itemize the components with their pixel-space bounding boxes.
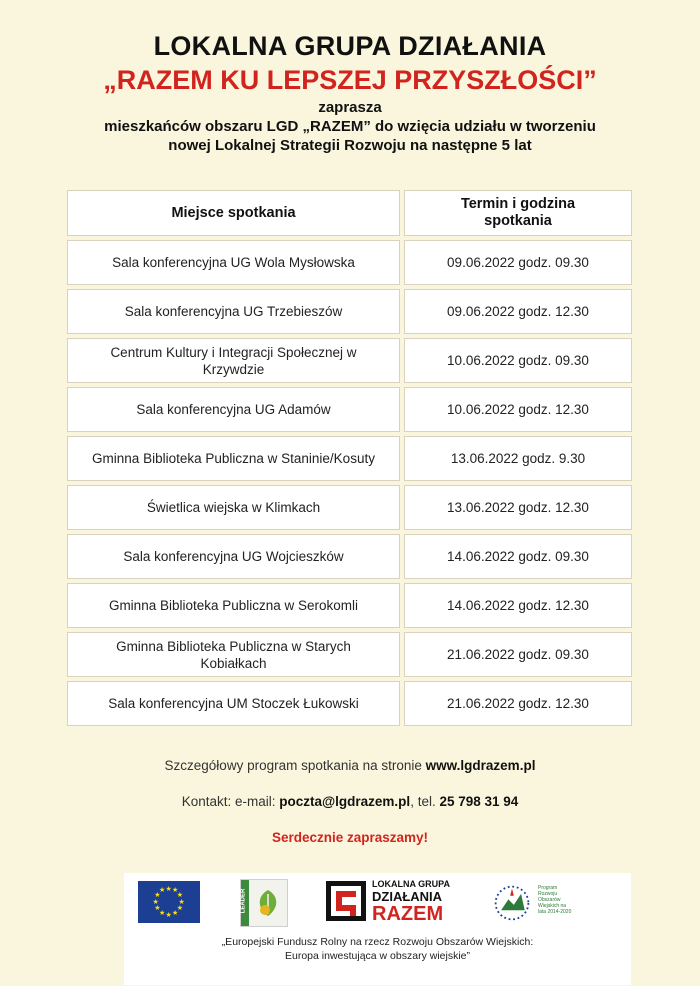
meeting-date: 13.06.2022 godz. 9.30 [404, 436, 632, 481]
poster-header [0, 30, 700, 155]
meeting-date: 14.06.2022 godz. 12.30 [404, 583, 632, 628]
org-name: LOKALNA GRUPA DZIAŁANIA [153, 31, 547, 61]
phone-number: 25 798 31 94 [439, 794, 519, 809]
meetings-table [67, 190, 632, 730]
table-row [67, 338, 632, 383]
website-link[interactable]: www.lgdrazem.pl [425, 758, 536, 773]
org-motto: „RAZEM KU LEPSZEJ PRZYSZŁOŚCI” [103, 65, 597, 95]
invitation-line-2: nowej Lokalnej Strategii Rozwoju na następne 5 lat [168, 137, 532, 154]
contact-text: Kontakt: e-mail: [181, 794, 280, 809]
eafrd-caption [124, 935, 631, 963]
lgd-logo-line3: RAZEM [372, 903, 444, 925]
eu-flag-icon [138, 881, 200, 923]
eu-star-icon: ★ [172, 909, 179, 917]
meeting-place: Sala konferencyjna UG Wola Mysłowska [67, 240, 400, 285]
meeting-place: Gminna Biblioteka Publiczna w Staninie/Kosuty [67, 436, 400, 481]
lgd-mark-icon [326, 881, 366, 921]
meeting-date: 21.06.2022 godz. 09.30 [404, 632, 632, 677]
table-row [67, 485, 632, 530]
meeting-date: 10.06.2022 godz. 09.30 [404, 338, 632, 383]
meeting-place: Centrum Kultury i Integracji Społecznej w Krzywdzie [67, 338, 400, 383]
program-info [0, 758, 700, 773]
eu-star-icon: ★ [172, 887, 179, 895]
table-row [67, 240, 632, 285]
meeting-date: 21.06.2022 godz. 12.30 [404, 681, 632, 726]
table-row [67, 289, 632, 334]
leader-logo [240, 879, 288, 927]
meeting-date: 13.06.2022 godz. 12.30 [404, 485, 632, 530]
table-row [67, 534, 632, 579]
meeting-date: 09.06.2022 godz. 09.30 [404, 240, 632, 285]
meeting-place: Gminna Biblioteka Publiczna w Starych Kobiałkach [67, 632, 400, 677]
meeting-place: Sala konferencyjna UG Wojcieszków [67, 534, 400, 579]
table-row [67, 436, 632, 481]
table-row [67, 387, 632, 432]
prow-logo [492, 883, 572, 927]
meeting-date: 09.06.2022 godz. 12.30 [404, 289, 632, 334]
prow-emblem-icon [492, 883, 532, 923]
fund-line-1: „Europejski Fundusz Rolny na rzecz Rozwoju Obszarów Wiejskich: [221, 936, 534, 948]
sponsor-logos [124, 873, 631, 985]
contact-info [0, 794, 700, 809]
meeting-place: Sala konferencyjna UG Trzebieszów [67, 289, 400, 334]
table-row [67, 681, 632, 726]
invitation-line-1: mieszkańców obszaru LGD „RAZEM” do wzięcia udziału w tworzeniu [104, 118, 596, 135]
eu-star-icon: ★ [159, 909, 166, 917]
prow-label: Program Rozwoju Obszarów Wiejskich na lata 2014-2020 [538, 885, 572, 915]
meeting-place: Sala konferencyjna UM Stoczek Łukowski [67, 681, 400, 726]
email-link[interactable]: poczta@lgdrazem.pl [279, 794, 411, 809]
eu-star-icon: ★ [154, 905, 161, 912]
meeting-place: Sala konferencyjna UG Adamów [67, 387, 400, 432]
program-text: Szczegółowy program spotkania na stronie [164, 758, 426, 773]
lgd-logo-line1: LOKALNA GRUPA [372, 879, 450, 889]
closing-text: Serdecznie zapraszamy! [271, 830, 429, 845]
phone-text: , tel. [410, 794, 440, 809]
header-date-line1: Termin i godzina [460, 196, 576, 212]
lgd-logo-line2: DZIAŁANIA [372, 889, 443, 904]
meeting-date: 10.06.2022 godz. 12.30 [404, 387, 632, 432]
leader-label: LEADER [240, 888, 247, 914]
eu-star-icon: ★ [178, 898, 185, 906]
lgd-razem-logo [326, 879, 456, 927]
table-row [67, 583, 632, 628]
header-place: Miejsce spotkania [67, 190, 400, 236]
invites-text: zaprasza [318, 99, 382, 116]
eu-star-icon: ★ [152, 898, 159, 906]
meeting-date: 14.06.2022 godz. 09.30 [404, 534, 632, 579]
meeting-place: Gminna Biblioteka Publiczna w Serokomli [67, 583, 400, 628]
eu-star-icon: ★ [165, 885, 172, 893]
table-row [67, 632, 632, 677]
header-date-line2: spotkania [484, 213, 552, 229]
eu-star-icon: ★ [154, 892, 161, 899]
eu-star-icon: ★ [165, 911, 172, 919]
header-date [404, 190, 632, 236]
meeting-place: Świetlica wiejska w Klimkach [67, 485, 400, 530]
eu-star-icon: ★ [176, 905, 184, 912]
table-header-row [67, 190, 632, 236]
fund-line-2: Europa inwestująca w obszary wiejskie” [285, 950, 470, 962]
eu-star-icon: ★ [176, 892, 184, 899]
eu-star-icon: ★ [159, 887, 166, 895]
leaf-icon [255, 888, 281, 918]
